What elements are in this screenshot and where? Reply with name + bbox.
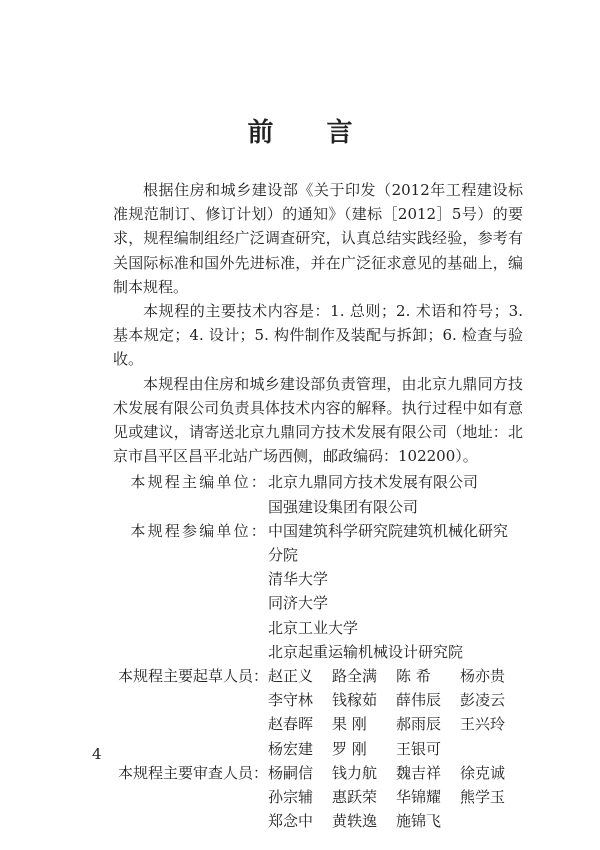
person-name: 赵春晖 [268, 715, 314, 734]
person-name: 杨宏建 [268, 739, 314, 758]
person-name: 杨亦贵 [460, 667, 506, 686]
co-editor-label: 本规程参编单位： [130, 521, 268, 540]
drafters-line [268, 664, 524, 688]
co-editor-unit: 清华大学 [268, 570, 329, 589]
credits-section [113, 470, 523, 833]
person-name: 郑念中 [268, 812, 314, 831]
reviewers-row [113, 761, 523, 834]
co-editor-unit: 同济大学 [268, 594, 329, 613]
drafters-line [268, 688, 524, 712]
person-name: 黄轶逸 [332, 812, 378, 831]
co-editor-unit: 北京起重运输机械设计研究院 [268, 642, 464, 661]
person-name: 李守林 [268, 691, 314, 710]
person-name: 杨嗣信 [268, 763, 314, 782]
person-name: 钱稼茹 [332, 691, 378, 710]
drafters-row [113, 664, 523, 761]
person-name: 赵正义 [268, 667, 314, 686]
co-editor-unit: 分院 [268, 546, 299, 565]
drafters-names [268, 664, 524, 761]
drafters-label: 本规程主要起草人员： [117, 667, 268, 686]
chief-editor-unit: 北京九鼎同方技术发展有限公司 [268, 473, 479, 492]
reviewers-label: 本规程主要审查人员： [117, 763, 268, 782]
person-name: 王兴玲 [460, 715, 506, 734]
reviewers-names [268, 761, 524, 834]
person-name: 王银可 [396, 739, 442, 758]
person-name: 彭凌云 [460, 691, 506, 710]
chief-editor-row [113, 470, 523, 518]
person-name: 徐克诚 [460, 763, 506, 782]
person-name: 惠跃荣 [332, 788, 378, 807]
person-name: 罗 刚 [332, 739, 367, 758]
person-name: 孙宗辅 [268, 788, 314, 807]
co-editor-row [113, 519, 523, 664]
co-editor-unit: 中国建筑科学研究院建筑机械化研究 [268, 521, 509, 540]
paragraph-contents: 本规程的主要技术内容是：1. 总则；2. 术语和符号；3. 基本规定；4. 设计；5. 构件制作及装配与拆卸；6. 检查与验收。 [113, 302, 523, 369]
person-name: 魏吉祥 [396, 763, 442, 782]
chief-editor-units [268, 470, 523, 518]
person-name: 华锦耀 [396, 788, 442, 807]
page-title: 前 言 [247, 118, 375, 148]
person-name: 薛伟辰 [396, 691, 442, 710]
person-name: 熊学玉 [460, 788, 506, 807]
person-name: 郝雨辰 [396, 715, 442, 734]
person-name: 路全满 [332, 667, 378, 686]
person-name: 陈 希 [396, 667, 431, 686]
person-name: 钱力航 [332, 763, 378, 782]
paragraph-management: 本规程由住房和城乡建设部负责管理，由北京九鼎同方技术发展有限公司负责具体技术内容的解释。执行过程中如有意见或建议，请寄送北京九鼎同方技术发展有限公司（地址：北京市昌平区昌平北站广场西侧，邮政编码：102200）。 [113, 374, 523, 466]
co-editor-unit: 北京工业大学 [268, 618, 359, 637]
chief-editor-unit: 国强建设集团有限公司 [268, 497, 419, 516]
reviewers-line [268, 761, 524, 785]
reviewers-line [268, 809, 524, 833]
page-number: 4 [92, 745, 102, 763]
chief-editor-label: 本规程主编单位： [130, 473, 268, 492]
drafters-line [268, 712, 524, 736]
person-name: 果 刚 [332, 715, 367, 734]
document-body [113, 178, 523, 833]
paragraph-background: 根据住房和城乡建设部《关于印发（2012年工程建设标准规范制订、修订计划）的通知》（建标［2012］5号）的要求，规程编制组经广泛调查研究，认真总结实践经验，参考有关国际标准和国外先进标准，并在广泛征求意见的基础上，编制本规程。 [113, 181, 523, 296]
person-name: 施锦飞 [396, 812, 442, 831]
drafters-line [268, 737, 524, 761]
co-editor-units [268, 519, 523, 664]
reviewers-line [268, 785, 524, 809]
